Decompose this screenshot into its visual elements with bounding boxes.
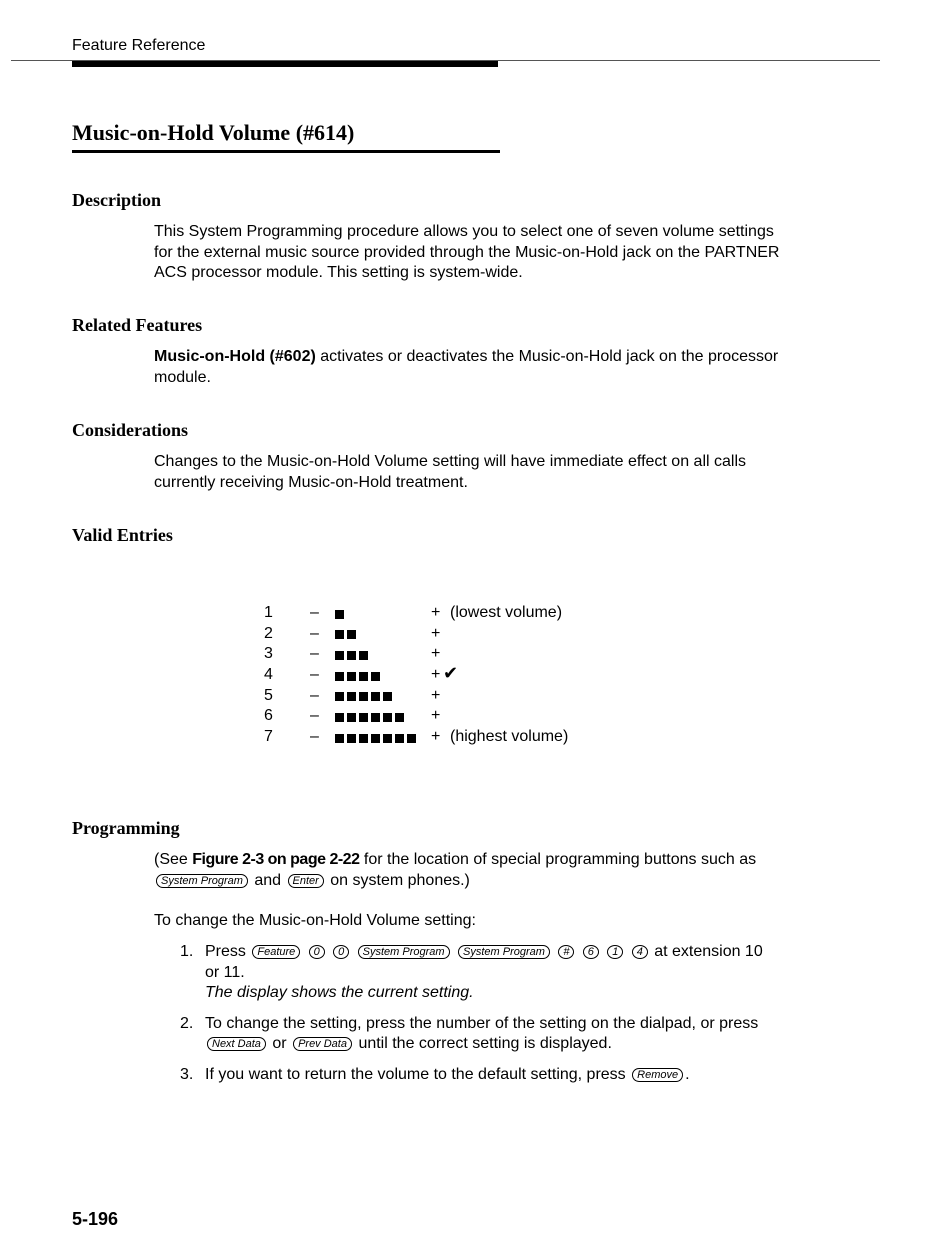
volume-bar-square (395, 734, 404, 743)
see-and: and (249, 871, 286, 889)
step1-display-note: The display shows the current setting. (205, 984, 474, 1001)
minus-sign: – (310, 645, 319, 663)
setting-number: 5 (264, 686, 273, 704)
valid-entries-heading: Valid Entries (72, 525, 173, 545)
setting-number: 6 (264, 707, 273, 725)
plus-sign: + (431, 666, 441, 684)
minus-sign: – (310, 707, 319, 725)
setting-number: 4 (264, 666, 273, 684)
programming-heading: Programming (72, 818, 180, 838)
minus-sign: – (310, 604, 319, 621)
remove-key: Remove (632, 1068, 683, 1082)
default-check-icon: ✔ (443, 663, 459, 684)
volume-bar-square (371, 713, 380, 722)
description-heading: Description (72, 190, 161, 210)
volume-bar-square (359, 651, 368, 660)
header-rule-thick (72, 61, 498, 67)
system-program-key: System Program (458, 945, 550, 959)
enter-key: Enter (288, 874, 324, 888)
step-number: 3. (180, 1065, 194, 1083)
step2-text-a: To change the setting, press the number of the setting on the dialpad, or press (205, 1014, 759, 1032)
see-mid: for the location of special programming buttons such as (359, 851, 757, 868)
setting-number: 7 (264, 728, 273, 746)
volume-bar-square (347, 630, 356, 639)
dial-6-key: 6 (583, 945, 599, 959)
volume-bar-square (371, 672, 380, 681)
volume-bar-square (347, 672, 356, 681)
volume-bar-square (347, 734, 356, 743)
dial-1-key: 1 (607, 945, 623, 959)
volume-bar-square (359, 692, 368, 701)
volume-bar-square (383, 692, 392, 701)
plus-sign: + (431, 686, 441, 704)
setting-number: 2 (264, 624, 273, 642)
volume-bar-square (395, 713, 404, 722)
minus-sign: – (310, 728, 319, 746)
page-number: 5-196 (72, 1209, 119, 1229)
volume-bar-square (335, 630, 344, 639)
volume-bar-square (335, 734, 344, 743)
volume-bar-square (335, 672, 344, 681)
programming-see-note (154, 850, 784, 891)
considerations-text: Changes to the Music-on-Hold Volume setting will have immediate effect on all calls currently receiving Music-on-Hold treatment. (154, 453, 746, 491)
plus-sign: + (431, 604, 441, 621)
considerations-heading: Considerations (72, 420, 189, 440)
volume-bar-indicator (335, 645, 371, 665)
minus-sign: – (310, 624, 319, 642)
volume-bar-square (371, 734, 380, 743)
volume-bar-indicator (335, 728, 419, 748)
plus-sign: + (431, 645, 441, 663)
step2-text-b: until the correct setting is displayed. (358, 1035, 612, 1052)
volume-bar-square (359, 672, 368, 681)
volume-bar-square (335, 692, 344, 701)
step1-prefix: Press (205, 943, 246, 960)
dial-0-key: 0 (309, 945, 325, 959)
figure-reference: Figure 2-3 on page 2-22 (192, 851, 360, 868)
volume-bar-square (335, 651, 344, 660)
step-2 (180, 1014, 780, 1055)
volume-bar-indicator (335, 666, 383, 686)
system-program-key: System Program (358, 945, 450, 959)
plus-sign: + (431, 624, 441, 642)
setting-note: (lowest volume) (450, 604, 563, 621)
minus-sign: – (310, 666, 319, 684)
dial-0-key: 0 (333, 945, 349, 959)
programming-intro: To change the Music-on-Hold Volume setting: (154, 912, 476, 929)
step-1 (180, 942, 780, 1004)
plus-sign: + (431, 707, 441, 725)
volume-bar-square (383, 713, 392, 722)
step1-suffix: at extension 10 or 11. (205, 943, 763, 981)
feature-key: Feature (252, 945, 300, 959)
volume-bar-square (359, 713, 368, 722)
volume-bar-square (347, 713, 356, 722)
volume-bar-square (359, 734, 368, 743)
plus-sign: + (431, 728, 441, 746)
related-features-text (154, 347, 784, 388)
see-suffix: on system phones.) (325, 871, 470, 889)
next-data-key: Next Data (207, 1037, 266, 1051)
system-program-key: System Program (156, 874, 248, 888)
prev-data-key: Prev Data (293, 1037, 352, 1051)
related-feature-link-text: Music-on-Hold (#602) (154, 348, 316, 365)
title-rule (72, 150, 500, 153)
page-title: Music-on-Hold Volume (#614) (72, 120, 355, 145)
description-text: This System Programming procedure allows you to select one of seven volume settings for the external music source provided through the Music-on-Hold jack on the PARTNER ACS processor module. This setting is system-wide. (154, 223, 780, 281)
step3-text: If you want to return the volume to the default setting, press (205, 1065, 626, 1083)
step-3 (180, 1065, 780, 1086)
volume-bar-square (383, 734, 392, 743)
related-features-heading: Related Features (72, 315, 203, 335)
step-number: 2. (180, 1014, 194, 1032)
volume-bar-indicator (335, 707, 407, 727)
volume-bar-indicator (335, 625, 359, 645)
related-feature-desc: activates or deactivates the Music-on-Hold jack on the processor module. (154, 348, 779, 386)
volume-bar-square (371, 692, 380, 701)
volume-bar-square (335, 713, 344, 722)
dial-hash-key: # (558, 945, 574, 959)
see-prefix: (See (154, 851, 193, 868)
volume-bar-indicator (335, 604, 347, 624)
setting-number: 1 (264, 604, 273, 621)
volume-bar-indicator (335, 687, 395, 707)
programming-steps (180, 942, 780, 1095)
volume-bar-square (335, 610, 344, 619)
minus-sign: – (310, 686, 319, 704)
dial-4-key: 4 (632, 945, 648, 959)
step3-end: . (685, 1065, 690, 1083)
running-head: Feature Reference (72, 37, 206, 54)
step2-or: or (272, 1035, 287, 1052)
step-number: 1. (180, 943, 194, 960)
setting-number: 3 (264, 645, 273, 663)
setting-note: (highest volume) (450, 728, 569, 746)
volume-bar-square (347, 692, 356, 701)
volume-bar-square (407, 734, 416, 743)
volume-bar-square (347, 651, 356, 660)
